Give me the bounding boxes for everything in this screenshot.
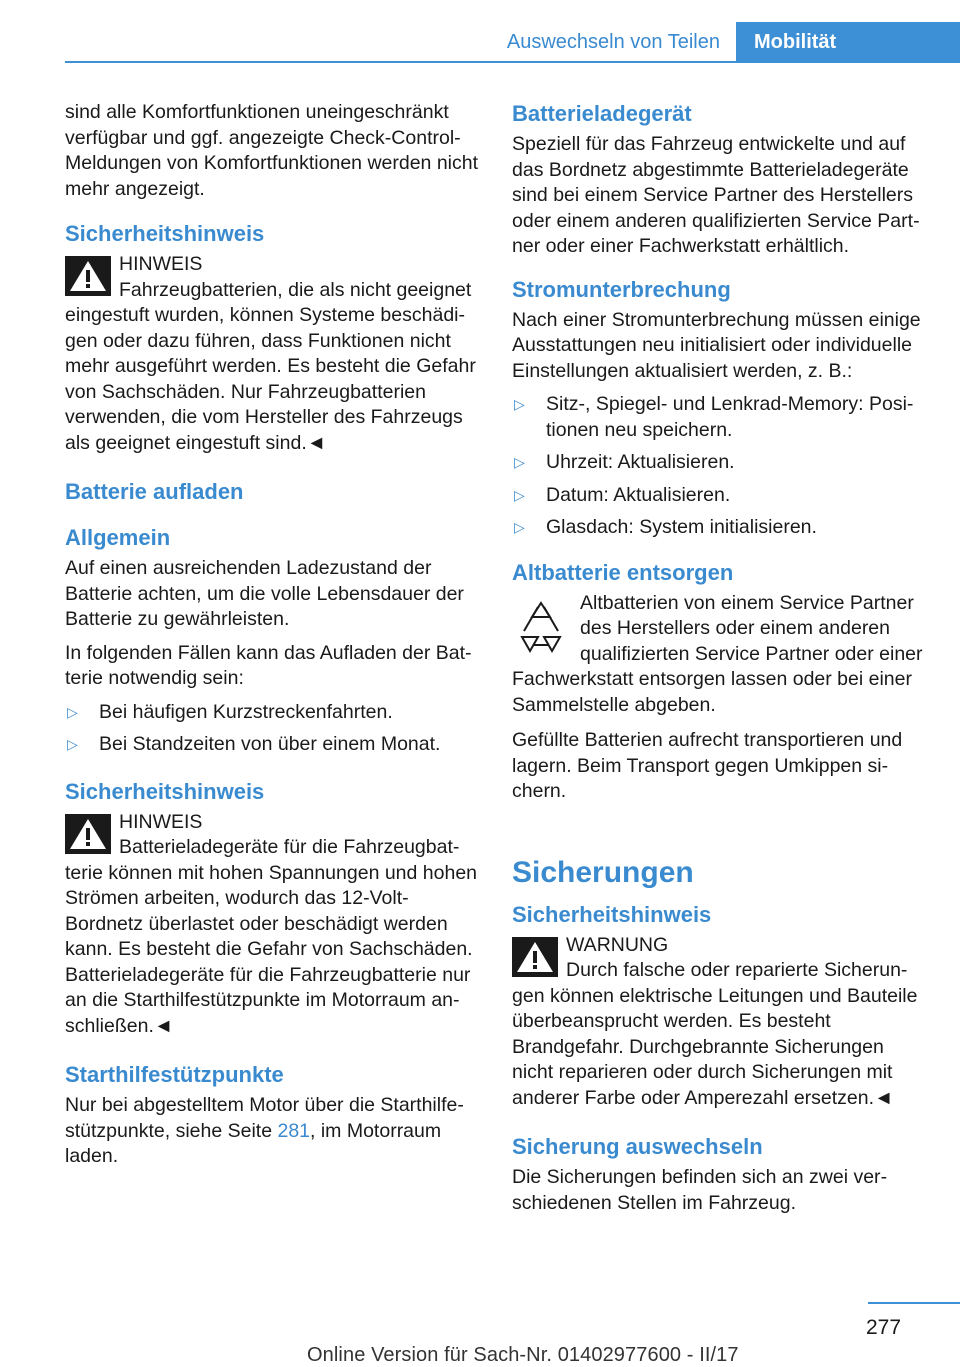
page-header [0,0,960,62]
charger-paragraph: Speziell für das Fahrzeug entwickelte und auf das Bordnetz abgestimmte Batterieladegeräte sind bei einem Service Partner des Herstellers oder einem anderen qualifizierten Service Partner oder einer Fachwerkstatt erhältlich. [512,133,920,257]
list-item: ▷ Sitz-, Spiegel- und Lenkrad-Memory: Positionen neu speichern. [514,393,914,441]
charge-heading: Batterie aufladen [65,479,244,504]
page-number-rule [868,1302,960,1304]
list-item: ▷ Glasdach: System initialisieren. [512,515,930,541]
safety-note-2 [65,810,483,1040]
left-column [65,100,483,1178]
charger-heading: Batterieladegerät [512,101,692,126]
footer-text: Online Version für Sach-Nr. 01402977600 - II/17 [307,1344,739,1366]
page-number: 277 [866,1316,902,1339]
safety-heading-2: Sicherheitshinweis [65,778,265,804]
power-heading: Stromunterbrechung [512,276,731,302]
power-paragraph: Nach einer Stromunterbrechung müssen einige Ausstattungen neu initialisiert oder individuelle Einstellungen aktualisiert werden, z. B.: [512,308,921,382]
general-paragraph-2: In folgenden Fällen kann das Aufladen der Batterie notwendig sein: [65,641,472,689]
safety-note-text: Batterieladegeräte für die Fahrzeugbatterie können mit hohen Spannungen und hohen Strömen arbeiten, wodurch das 12-Volt-Bordnetz überlastet oder beschädigt werden kann. Es besteht die Gefahr von Sachschäden. Batterieladegeräte für die Fahrzeugbatterie nur an die Starthilfestützpunkte im Motorraum anschließen.◄ [65,836,478,1037]
jump-start-paragraph: Nur bei abgestelltem Motor über die Starthilfestützpunkte, siehe Seite 281, im Motorraum laden. [65,1094,464,1167]
safety-note-text: Fahrzeugbatterien, die als nicht geeignet eingestuft wurden, können Systeme beschädigen oder dazu führen, dass Funktionen nicht mehr ausgeführt werden. Es besteht die Gefahr von Sachschäden. Nur Fahrzeugbatterien verwenden, die vom Hersteller des Fahrzeugs als geeignet eingestuft sind.◄ [65,278,476,454]
intro-paragraph: sind alle Komfortfunktionen uneingeschränkt verfügbar und ggf. angezeigte Check-Control-Meldungen von Komfortfunktionen werden nicht mehr angezeigt. [65,101,479,200]
triangle-bullet-icon: ▷ [514,486,525,503]
warning-triangle-icon [512,937,558,977]
warning-triangle-icon [65,814,111,854]
disposal-heading: Altbatterie entsorgen [512,559,734,585]
disposal-paragraph: Altbatterien von einem Service Partner des Herstellers oder einem anderen qualifizierten Service Partner oder einer Fachwerkstatt entsorgen lassen oder bei einer Sammelstelle abgeben. [512,591,923,716]
general-paragraph-1: Auf einen ausreichenden Ladezustand der Batterie achten, um die volle Lebensdauer der Batterie zu gewährleisten. [65,557,464,630]
safety-note-label: HINWEIS [119,810,203,833]
list-item: ▷ Datum: Aktualisieren. [512,483,930,509]
fuse-change-paragraph: Die Sicherungen befinden sich an zwei verschiedenen Stellen im Fahrzeug. [512,1166,888,1214]
fuse-change-heading: Sicherung auswechseln [512,1134,763,1159]
triangle-bullet-icon: ▷ [67,703,78,720]
triangle-bullet-icon: ▷ [67,736,78,752]
triangle-bullet-icon: ▷ [514,454,525,470]
safety-note-text: Durch falsche oder reparierte Sicherungen können elektrische Leitungen und Bauteile überbeansprucht werden. Es besteht Brandgefahr. Durchgebrannte Sicherungen nicht reparieren oder durch Sicherungen mit anderer Farbe oder Amperezahl ersetzen.◄ [512,959,918,1109]
right-column [512,100,930,1224]
disposal-paragraph-2: Gefüllte Batterien aufrecht transportieren und lagern. Beim Transport gegen Umkippen sichern. [512,729,903,802]
triangle-bullet-icon: ▷ [514,519,525,535]
recycling-icon [514,597,568,653]
safety-note-1 [65,252,483,456]
safety-note-label: WARNUNG [566,933,669,956]
page-reference-link[interactable]: 281 [277,1119,311,1142]
header-section-title: Auswechseln von Teilen [506,31,720,53]
fuses-heading: Sicherungen [512,855,694,889]
list-item: ▷ Uhrzeit: Aktualisieren. [512,450,930,476]
triangle-bullet-icon: ▷ [514,396,525,412]
list-item: ▷ Bei häufigen Kurzstreckenfahrten. [65,700,483,726]
safety-heading-3: Sicherheitshinweis [512,901,712,927]
safety-note-3 [512,933,930,1112]
safety-note-label: HINWEIS [119,253,203,275]
safety-heading-1: Sicherheitshinweis [65,221,265,246]
general-heading: Allgemein [65,525,171,550]
warning-triangle-icon [65,256,111,296]
charge-list [65,700,483,758]
jump-start-heading: Starthilfestützpunkte [65,1062,284,1087]
list-item: ▷ Bei Standzeiten von über einem Monat. [65,732,483,758]
header-chapter-tab: Mobilität [736,22,960,62]
power-list [512,392,930,541]
header-rule [65,61,960,63]
disposal-note [512,591,930,719]
